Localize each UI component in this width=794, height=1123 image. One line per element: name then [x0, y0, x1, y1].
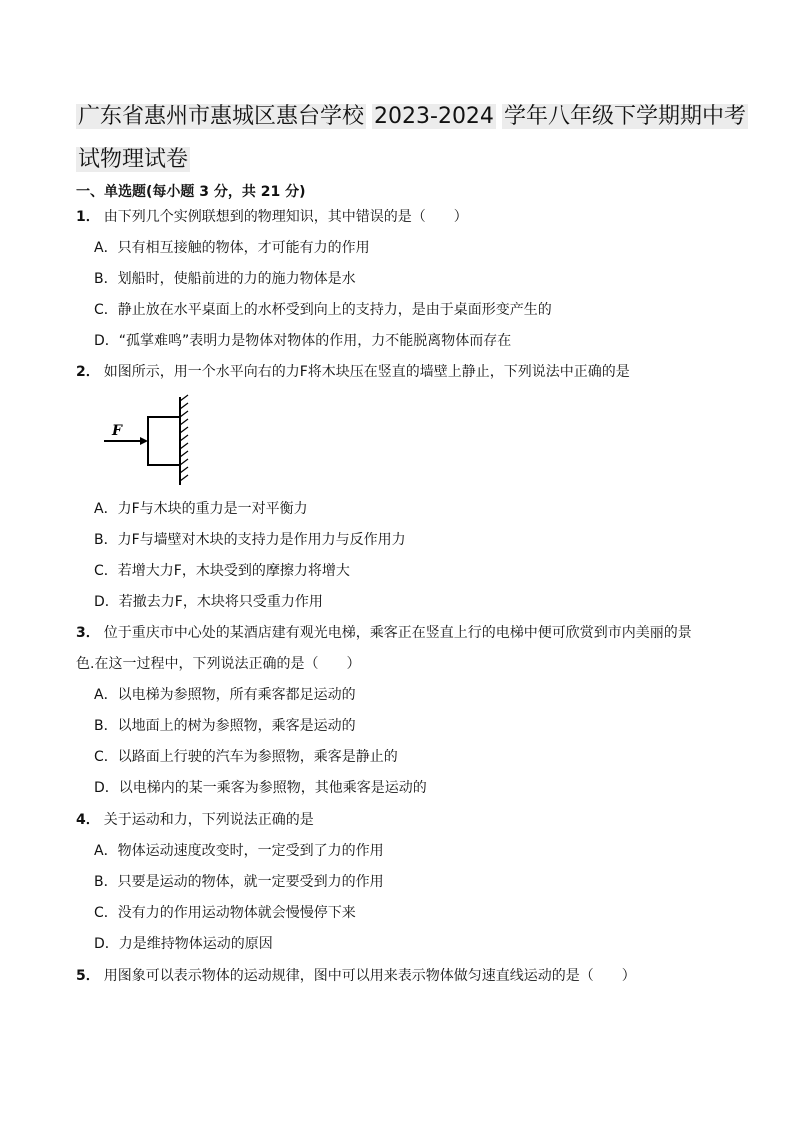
q2-option-b: B．力F与墙壁对木块的支持力是作用力与反作用力 [94, 532, 406, 548]
title-part-years: 2023-2024 [374, 104, 494, 129]
exam-title-line-1 [76, 99, 754, 135]
question-number: 3． [76, 625, 100, 641]
q1-option-d: D．“孤掌难鸣”表明力是物体对物体的作用，力不能脱离物体而存在 [94, 333, 512, 349]
q4-option-d: D．力是维持物体运动的原因 [94, 936, 273, 952]
question-text: 由下列几个实例联想到的物理知识，其中错误的是（ ） [103, 209, 468, 225]
q4-option-a: A．物体运动速度改变时，一定受到了力的作用 [94, 843, 384, 859]
q2-option-d: D．若撤去力F，木块将只受重力作用 [94, 594, 323, 610]
title-part-subject: 试物理试卷 [78, 147, 189, 172]
question-3-line-2: 色.在这一过程中，下列说法正确的是（ ） [76, 656, 361, 672]
q3-option-b: B．以地面上的树为参照物，乘客是运动的 [94, 718, 356, 734]
title-part-term: 学年八年级下学期期中考 [503, 104, 746, 129]
question-number: 2． [76, 364, 100, 380]
q4-option-b: B．只要是运动的物体，就一定要受到力的作用 [94, 874, 384, 890]
q1-option-b: B．划船时，使船前进的力的施力物体是水 [94, 271, 356, 287]
q1-option-c: C．静止放在水平桌面上的水杯受到向上的支持力，是由于桌面形变产生的 [94, 302, 552, 318]
question-number: 5． [76, 968, 100, 984]
q2-option-a: A．力F与木块的重力是一对平衡力 [94, 501, 308, 517]
force-label: F [112, 423, 122, 439]
question-4 [76, 809, 314, 829]
question-text: 关于运动和力，下列说法正确的是 [103, 812, 314, 828]
question-text-line-1: 位于重庆市中心处的某酒店建有观光电梯，乘客正在竖直上行的电梯中便可欣赏到市内美丽的景 [103, 625, 692, 641]
force-wall-diagram [100, 393, 200, 487]
q2-option-c: C．若增大力F，木块受到的摩擦力将增大 [94, 563, 350, 579]
question-text: 用图象可以表示物体的运动规律，图中可以用来表示物体做匀速直线运动的是（ ） [103, 968, 636, 984]
title-part-school: 广东省惠州市惠城区惠台学校 [78, 104, 365, 129]
question-text: 如图所示，用一个水平向右的力F将木块压在竖直的墙壁上静止，下列说法中正确的是 [103, 364, 630, 380]
q4-option-c: C．没有力的作用运动物体就会慢慢停下来 [94, 905, 356, 921]
question-3 [76, 622, 692, 642]
question-2 [76, 361, 630, 381]
q3-option-c: C．以路面上行驶的汽车为参照物，乘客是静止的 [94, 749, 398, 765]
wall-hatching [180, 395, 188, 481]
question-1 [76, 206, 468, 226]
q3-option-d: D．以电梯内的某一乘客为参照物，其他乘客是运动的 [94, 780, 427, 796]
wood-block [148, 417, 180, 465]
question-5 [76, 965, 636, 985]
q3-option-a: A．以电梯为参照物，所有乘客都足运动的 [94, 687, 356, 703]
question-number: 4． [76, 812, 100, 828]
question-number: 1． [76, 209, 100, 225]
exam-title-line-2 [76, 142, 196, 178]
section-heading: 一、单选题(每小题 3 分，共 21 分) [76, 184, 306, 200]
q1-option-a: A．只有相互接触的物体，才可能有力的作用 [94, 240, 370, 256]
force-arrow-head [140, 437, 148, 445]
